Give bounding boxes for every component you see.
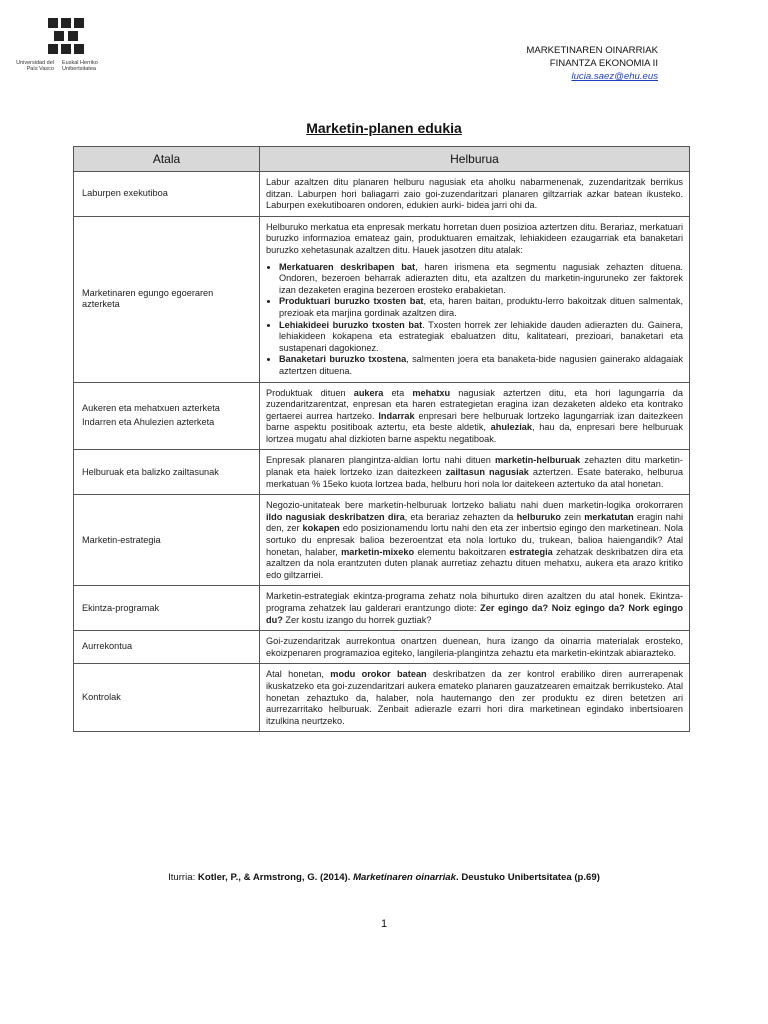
text-run: Zer kostu izango du horrek guztiak?	[282, 614, 432, 625]
goal-text	[266, 388, 683, 446]
goal-cell	[260, 664, 690, 732]
section-cell	[74, 495, 260, 586]
goal-cell	[260, 172, 690, 217]
goal-text	[266, 669, 683, 727]
list-item	[279, 262, 683, 297]
section-cell	[74, 450, 260, 495]
text-run: , eta, haren baitan, produktu-lerro bakoitzak dituen salmentak, prezioak eta marjina gordinak azaltzen dira.	[279, 296, 684, 318]
text-run: , eta berariaz zehazten da	[404, 511, 517, 522]
table-row	[74, 450, 690, 495]
table-row	[74, 495, 690, 586]
table-row	[74, 172, 690, 217]
goal-cell	[260, 631, 690, 664]
column-header-goal: Helburua	[260, 147, 690, 172]
section-cell	[74, 172, 260, 217]
bold-text: Merkatuaren deskribapen bat	[279, 261, 416, 272]
table-body	[74, 172, 690, 732]
section-label: Aukeren eta mehatxuen azterketa	[82, 402, 220, 413]
course-name: MARKETINAREN OINARRIAK	[526, 45, 658, 56]
section-cell	[74, 664, 260, 732]
bold-text: Banaketari buruzko txostena	[279, 354, 407, 365]
bold-text: zailtasun nagusiak	[445, 467, 529, 478]
list-item	[279, 320, 683, 355]
table-row	[74, 586, 690, 631]
goal-text	[266, 177, 683, 212]
text-run: . Txosten horrek zer lehiakide dauden adierazten du. Gainera, lehiakideen kokapena eta estrategiak ebaluatzen ditu, kalitateari, prezioari, banaketari eta sustapenari dagokionez.	[279, 319, 683, 353]
bold-text: ahuleziak	[490, 422, 533, 433]
bold-text: modu orokor batean	[330, 669, 427, 680]
list-item	[279, 354, 683, 377]
bold-text: kokapen	[302, 523, 340, 534]
bold-text: marketin-mixeko	[341, 546, 415, 557]
source-publisher: . Deustuko Unibertsitatea (p.69)	[455, 872, 600, 883]
column-header-section: Atala	[74, 147, 260, 172]
text-run: Enpresak planaren plangintza-aldian lortu nahi dituen	[266, 455, 495, 466]
bold-text: estrategia	[509, 546, 553, 557]
text-run: Negozio-unitateak bere marketin-helburuak lortzeko baliatu nahi duen marketin-logika orokorraren	[266, 500, 683, 511]
email-link[interactable]: lucia.saez@ehu.eus	[571, 71, 658, 82]
goal-text	[266, 222, 683, 257]
section-label: Marketinaren egungo egoeraren azterketa	[82, 287, 214, 310]
table-row	[74, 382, 690, 450]
text-run: aztertzen. Esate baterako, helburua merkatuan % 15eko kuota lortzea bada, helburu hori nola lor daitekeen aztertuko da atal honetan.	[266, 467, 683, 489]
text-run: zehazten ditu marketin-planak eta haiek lortzeko izan daitezkeen	[266, 455, 683, 478]
source-prefix: Iturria:	[168, 872, 198, 883]
bold-text: Lehiakideei buruzko txosten bat	[279, 319, 423, 330]
section-cell	[74, 382, 260, 450]
text-run: Labur azaltzen ditu planaren helburu nagusiak eta aholku nabarmenenak, zuzendaritzak berrikus ditzan. Laburpen hori baliagarri zaio goi-zuzendaritzari planaren giltzarriak azkar batean ikusteko. Laburpen exekutiboaren ondoren, edukien aurki- bidea jarri ohi da.	[266, 177, 683, 211]
page-number: 1	[380, 918, 388, 930]
source-citation	[0, 872, 768, 883]
text-run: Marketin-estrategiak ekintza-programa zehatz nola bihurtuko diren azaltzen du atal honek. Ekintza-programa zehatzek lau galderari erantzungo diote:	[266, 591, 683, 613]
course-subject: FINANTZA EKONOMIA II	[549, 58, 658, 69]
section-cell	[74, 586, 260, 631]
section-label: Kontrolak	[82, 692, 121, 703]
text-run: zein	[561, 511, 585, 522]
goal-text	[266, 636, 683, 659]
bold-text: ildo nagusiak deskribatzen dira	[266, 511, 405, 522]
text-run: zehatzak deskribatzen dira eta azaltzen da nola erantzuten duten planak aurretiaz zehaztu dituen mehatxu, aukera eta arazo kritiko edo giltzarriei.	[266, 546, 684, 580]
source-book: Marketinaren oinarriak	[353, 872, 456, 883]
section-cell	[74, 216, 260, 382]
goal-bullet-list	[266, 262, 683, 378]
text-run: , haren irismena eta segmentu nagusiak zehazten dituena. Ondoren, bezeroen beharrak adierazten ditu, eta azaltzen du marketin-inguruneko zer faktorek izan dezaketen eragina bezeroen erosteko erabakietan.	[279, 261, 683, 295]
bold-text: aukera	[353, 387, 384, 398]
logo-text-es: Universidad del País Vasco	[16, 60, 54, 72]
text-run: Atal honetan,	[266, 669, 331, 680]
goal-cell	[260, 586, 690, 631]
section-label: Aurrekontua	[82, 641, 133, 652]
content-table	[73, 146, 690, 732]
bold-text: Zer egingo da? Noiz egingo da? Nork egingo du?	[266, 603, 683, 625]
section-label: Helburuak eta balizko zailtasunak	[82, 466, 219, 477]
section-label: Indarren eta Ahulezien azterketa	[82, 417, 215, 428]
university-emblem-icon	[46, 16, 86, 56]
text-run: edo posizionamendu lortu nahi den eta zer inbertsio egingo den marketinean. Nola sortuko du enpresak balioa bezeroentzat eta nola lortuko du, trukean, balioa haiengandik? Atal honetan, halaber,	[266, 523, 683, 557]
bold-text: helburuko	[516, 511, 561, 522]
section-label: Marketin-estrategia	[82, 534, 161, 545]
section-cell	[74, 631, 260, 664]
text-run: , salmenten joera eta banaketa-bide nagusien gainerako aldagaiak aztertzen dituena.	[279, 354, 683, 376]
text-run: eragin nahi den, zer	[266, 511, 683, 534]
goal-cell	[260, 450, 690, 495]
text-run: , hau da, enpresari bere helburuak lortzea mugatu ahal dizkioten barne aspektu negatiboak.	[266, 422, 683, 444]
text-run: enpresari bere helburuak lortzeko lagungarriak izan daitezkeen barne aspektu positiboak aztertu, eta beste aldetik,	[266, 410, 683, 433]
bold-text: marketin-helburuak	[494, 455, 581, 466]
source-authors: Kotler, P., & Armstrong, G. (2014).	[197, 872, 354, 883]
bold-text: Indarrak	[378, 410, 415, 421]
text-run: nagusiak aztertzen ditu, eta hori lagungarria da zuzendaritzarentzat, enpresan eta haren estrategietan eragina izan dezaketen aldeko eta kontrako gertaerei aurrea hartzeko.	[266, 387, 683, 421]
bold-text: Produktuari buruzko txosten bat	[279, 296, 424, 307]
section-label: Ekintza-programak	[82, 602, 160, 613]
document-title: Marketin-planen edukia	[306, 120, 462, 136]
course-header	[526, 44, 658, 83]
text-run: deskribatzen da zer kontrol erabiliko diren aurrerapenak ikuskatzeko eta goi-zuzendaritzari aukera emateko planaren gauzatzearen emaitzak berrikusteko. Atal honetan zehaztuko da, halaber, nola hautemango den zer produktu ez diren betetzen ari aurrezarritako helburuak. Zenbait adierazle ezarri hori dira marketinean egindako inbertsioaren itzulkina neurtzeko.	[266, 669, 683, 726]
table-header-row	[74, 147, 690, 172]
goal-text	[266, 500, 683, 581]
table-row	[74, 216, 690, 382]
table-row	[74, 664, 690, 732]
text-run: elementu bakoitzaren	[414, 546, 510, 557]
bold-text: mehatxu	[412, 387, 451, 398]
logo-text-eu: Euskal Herriko Unibertsitatea	[62, 60, 98, 72]
goal-cell	[260, 495, 690, 586]
goal-text	[266, 591, 683, 626]
text-run: Helburuko merkatua eta enpresak merkatu horretan duen posizioa aztertzen ditu. Berariaz, merkatuari buruzko informazioa emateaz gain, produktuaren emaitzak, lehiakideen ezaugarriak eta banaketari buruzko xehetasunak azaltzen ditu. Hauek jasotzen ditu atalak:	[266, 221, 683, 255]
goal-text	[266, 455, 683, 490]
text-run: Produktuak dituen	[266, 387, 354, 398]
goal-cell	[260, 382, 690, 450]
bold-text: merkatutan	[584, 511, 634, 522]
list-item	[279, 296, 683, 319]
goal-cell	[260, 216, 690, 382]
table-row	[74, 631, 690, 664]
text-run: Goi-zuzendaritzak aurrekontua onartzen duenean, hura izango da oinarria materialak erosteko, ekoizpenaren programazioa egiteko, langileria-plangintza zehaztu eta marketin-ekintzak abiarazteko.	[266, 636, 683, 658]
section-label: Laburpen exekutiboa	[82, 188, 168, 199]
text-run: eta	[383, 387, 413, 398]
